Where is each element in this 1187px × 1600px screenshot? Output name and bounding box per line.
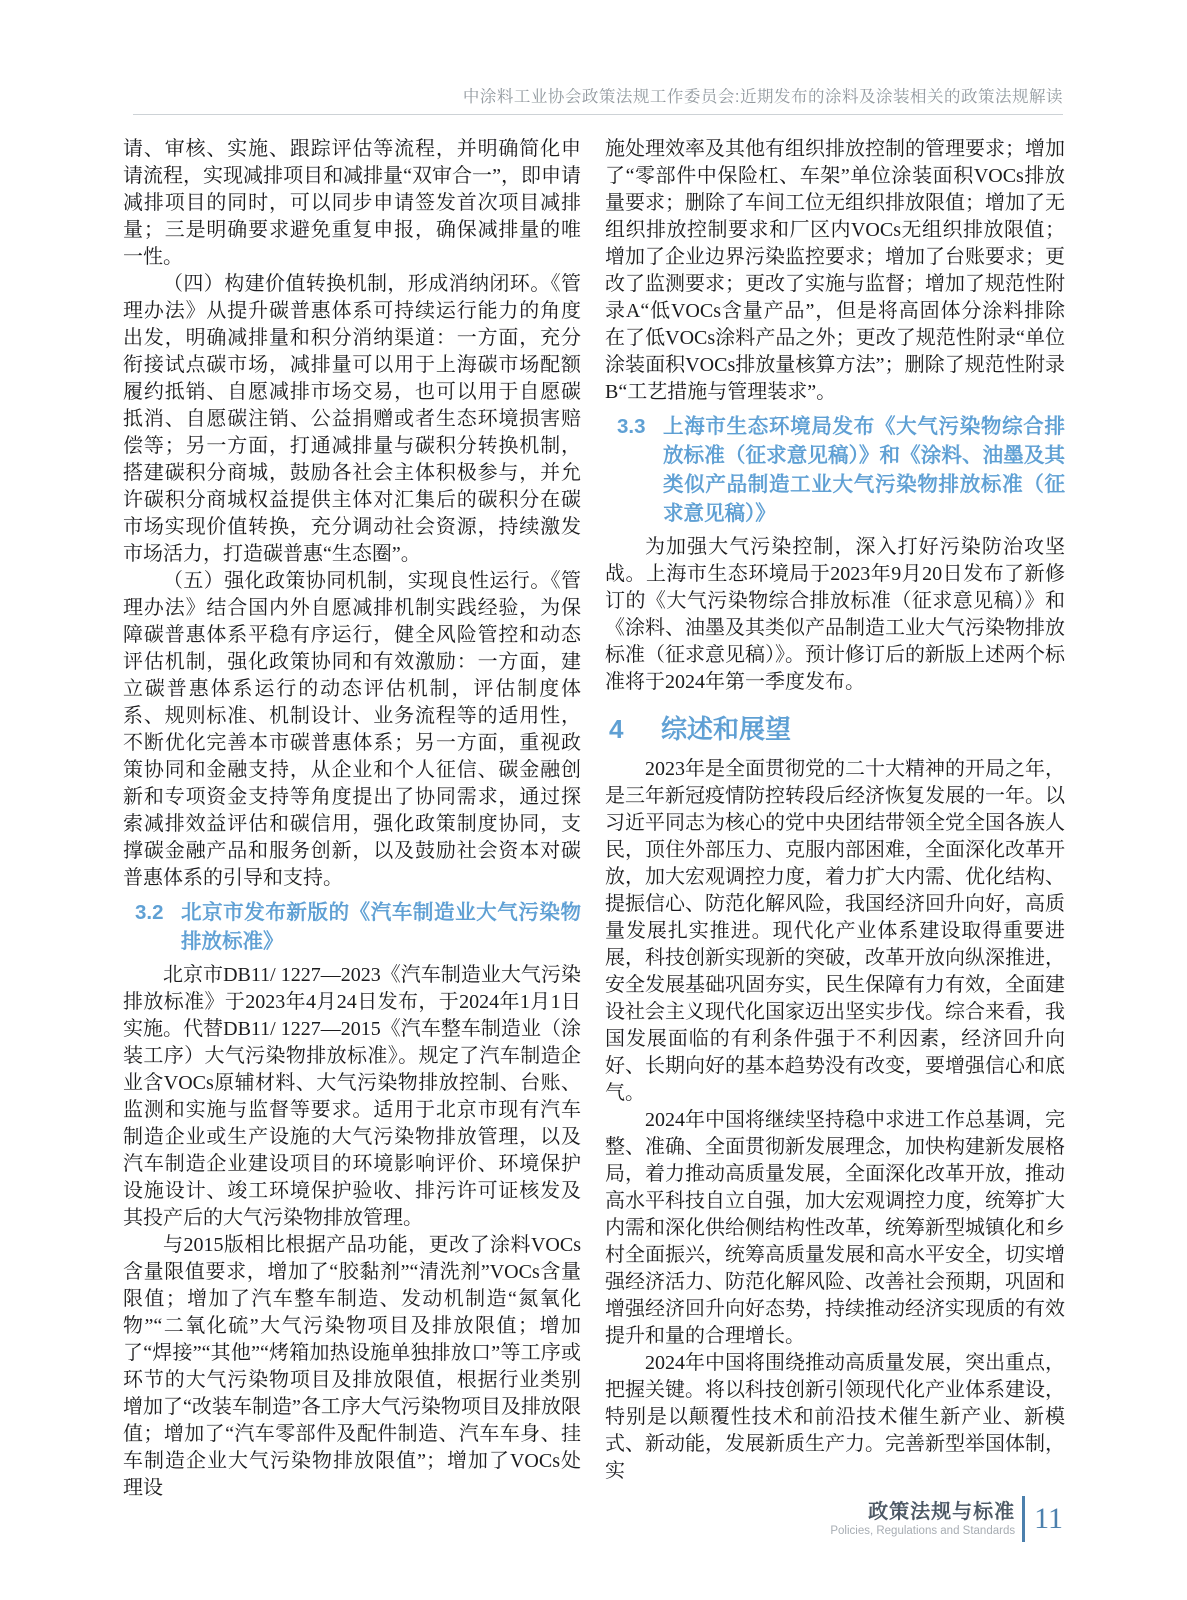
footer-title-english: Policies, Regulations and Standards bbox=[830, 1524, 1016, 1537]
page-content bbox=[123, 136, 1065, 1502]
right-column bbox=[605, 136, 1065, 1502]
footer-divider-bar bbox=[1022, 1496, 1025, 1542]
paragraph: （四）构建价值转换机制，形成消纳闭环。《管理办法》从提升碳普惠体系可持续运行能力的角度出发，明确减排量和积分消纳渠道：一方面，充分衔接试点碳市场，减排量可以用于上海碳市场配额履约抵销、自愿减排市场交易，也可以用于自愿碳抵消、自愿碳注销、公益捐赠或者生态环境损害赔偿等；另一方面，打通减排量与碳积分转换机制，搭建碳积分商城，鼓励各社会主体积极参与，并允许碳积分商城权益提供主体对汇集后的碳积分在碳市场实现价值转换，充分调动社会资源，持续激发市场活力，打造碳普惠“生态圈”。 bbox=[123, 273, 581, 565]
paragraph: 2024年中国将继续坚持稳中求进工作总基调，完整、准确、全面贯彻新发展理念，加快构建新发展格局，着力推动高质量发展，全面深化改革开放，推动高水平科技自立自强，加大宏观调控力度，统筹扩大内需和深化供给侧结构性改革，统筹新型城镇化和乡村全面振兴，统筹高质量发展和高水平安全，切实增强经济活力、防范化解风险、改善社会预期，巩固和增强经济回升向好态势，持续推动经济实现质的有效提升和量的合理增长。 bbox=[605, 1109, 1065, 1347]
paragraph: 与2015版相比根据产品功能，更改了涂料VOCs含量限值要求，增加了“胶黏剂”“清洗剂”VOCs含量限值；增加了汽车整车制造、发动机制造“氮氧化物”“二氧化硫”大气污染物项目及排放限值；增加了“焊接”“其他”“烤箱加热设施单独排放口”等工序或环节的大气污染物项目及排放限值，根据行业类别增加了“改装车制造”各工序大气污染物项目及排放限值；增加了“汽车零部件及配件制造、汽车车身、挂车制造企业大气污染物排放限值”；增加了VOCs处理设 bbox=[123, 1234, 581, 1499]
section-number: 4 bbox=[609, 714, 624, 744]
left-column bbox=[123, 136, 581, 1502]
page-number: 11 bbox=[1034, 1502, 1063, 1535]
paragraph: 北京市DB11/ 1227—2023《汽车制造业大气污染排放标准》于2023年4月24日发布，于2024年1月1日实施。代替DB11/ 1227—2015《汽车整车制造业（涂装工序）大气污染物排放标准》。规定了汽车制造企业含VOCs原辅材料、大气污染物排放控制、台账、监测和实施与监督等要求。适用于北京市现有汽车制造企业或生产设施的大气污染物排放管理，以及汽车制造企业建设项目的环境影响评价、环境保护设施设计、竣工环境保护验收、排污许可证核发及其投产后的大气污染物排放管理。 bbox=[123, 964, 581, 1229]
paragraph: 2024年中国将围绕推动高质量发展，突出重点，把握关键。将以科技创新引领现代化产业体系建设，特别是以颠覆性技术和前沿技术催生新产业、新模式、新动能，发展新质生产力。完善新型举国体制，实 bbox=[605, 1352, 1065, 1482]
page-footer bbox=[830, 1496, 1063, 1542]
paragraph: 2023年是全面贯彻党的二十大精神的开局之年，是三年新冠疫情防控转段后经济恢复发展的一年。以习近平同志为核心的党中央团结带领全党全国各族人民，顶住外部压力、克服内部困难，全面深化改革开放，加大宏观调控力度，着力扩大内需、优化结构、提振信心、防范化解风险，我国经济回升向好，高质量发展扎实推进。现代化产业体系建设取得重要进展，科技创新实现新的突破，改革开放向纵深推进，安全发展基础巩固夯实，民生保障有力有效，全面建设社会主义现代化国家迈出坚实步伐。综合来看，我国发展面临的有利条件强于不利因素，经济回升向好、长期向好的基本趋势没有改变，要增强信心和底气。 bbox=[605, 758, 1065, 1104]
footer-title-chinese: 政策法规与标准 bbox=[868, 1500, 1016, 1523]
section-heading-3-2 bbox=[123, 898, 581, 956]
paragraph-continuation: 施处理效率及其他有组织排放控制的管理要求；增加了“零部件中保险杠、车架”单位涂装面积VOCs排放量要求；删除了车间工位无组织排放限值；增加了无组织排放控制要求和厂区内VOCs无组织排放限值；增加了企业边界污染监控要求；增加了台账要求；更改了监测要求；更改了实施与监督；增加了规范性附录A“低VOCs含量产品”，但是将高固体分涂料排除在了低VOCs涂料产品之外；更改了规范性附录“单位涂装面积VOCs排放量核算方法”；删除了规范性附录B“工艺措施与管理装求”。 bbox=[605, 138, 1065, 403]
section-number: 3.3 bbox=[617, 415, 646, 438]
paragraph-continuation: 请、审核、实施、跟踪评估等流程，并明确简化申请流程，实现减排项目和减排量“双审合一”，即申请减排项目的同时，可以同步申请签发首次项目减排量；三是明确要求避免重复申报，确保减排量的唯一性。 bbox=[123, 138, 581, 268]
section-title: 上海市生态环境局发布《大气污染物综合排放标准（征求意见稿）》和《涂料、油墨及其类似产品制造工业大气污染物排放标准（征求意见稿）》 bbox=[663, 415, 1065, 525]
footer-titles bbox=[830, 1500, 1015, 1539]
paragraph: （五）强化政策协同机制，实现良性运行。《管理办法》结合国内外自愿减排机制实践经验，为保障碳普惠体系平稳有序运行，健全风险管控和动态评估机制，强化政策协同和有效激励：一方面，建立碳普惠体系运行的动态评估机制，评估制度体系、规则标准、机制设计、业务流程等的适用性，不断优化完善本市碳普惠体系；另一方面，重视政策协同和金融支持，从企业和个人征信、碳金融创新和专项资金支持等角度提出了协同需求，通过探索减排效益评估和碳信用，强化政策制度协同，支撑碳金融产品和服务创新，以及鼓励社会资本对碳普惠体系的引导和支持。 bbox=[123, 570, 581, 889]
page-header-title: 中涂料工业协会政策法规工作委员会:近期发布的涂料及涂装相关的政策法规解读 bbox=[462, 88, 1063, 106]
header-divider bbox=[133, 114, 1063, 115]
section-title: 北京市发布新版的《汽车制造业大气污染物排放标准》 bbox=[181, 901, 581, 953]
section-heading-3-3 bbox=[605, 412, 1065, 528]
section-heading-4 bbox=[605, 712, 1065, 746]
paragraph: 为加强大气污染控制，深入打好污染防治攻坚战。上海市生态环境局于2023年9月20日发布了新修订的《大气污染物综合排放标准（征求意见稿）》和《涂料、油墨及其类似产品制造工业大气污染物排放标准（征求意见稿）》。预计修订后的新版上述两个标准将于2024年第一季度发布。 bbox=[605, 536, 1065, 693]
section-number: 3.2 bbox=[135, 901, 164, 924]
section-title: 综述和展望 bbox=[661, 714, 792, 744]
